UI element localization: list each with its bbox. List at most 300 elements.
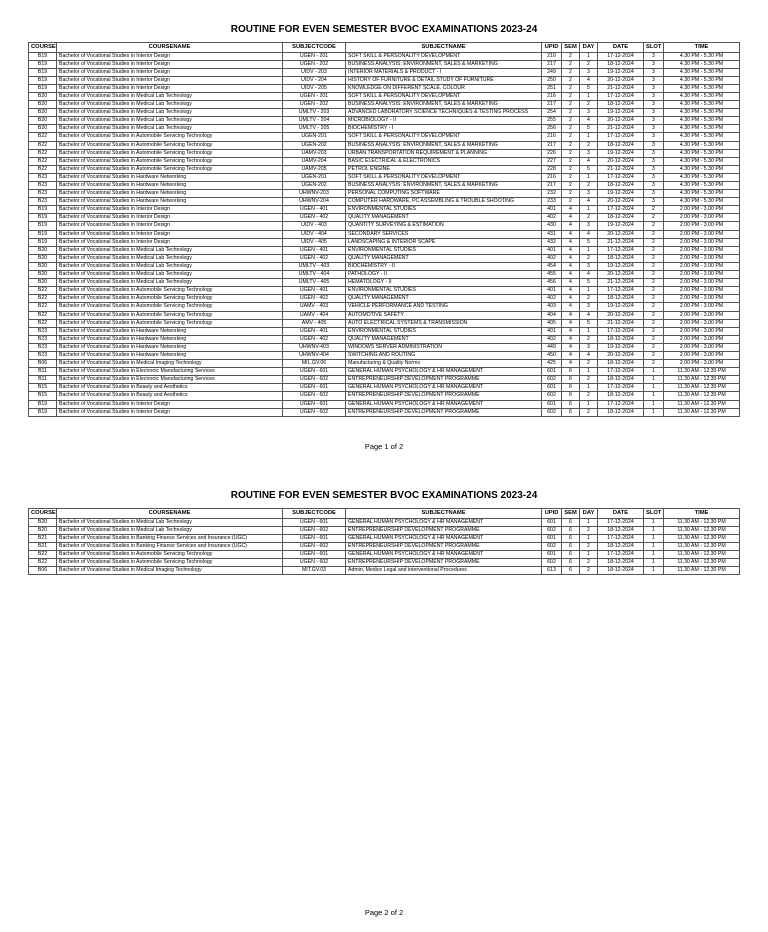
- cell-time: 4.30 PM - 5.30 PM: [664, 141, 740, 149]
- cell-date: 20-12-2024: [598, 157, 644, 165]
- cell-slot: 1: [644, 408, 664, 416]
- cell-coursename: Bachelor of Vocational Studies in Beauty and Aesthetics: [57, 392, 283, 400]
- cell-time: 2.00 PM - 3.00 PM: [664, 351, 740, 359]
- cell-upid: 251: [542, 84, 562, 92]
- cell-time: 2.00 PM - 3.00 PM: [664, 327, 740, 335]
- cell-subjectcode: UGEN - 202: [283, 60, 346, 68]
- cell-date: 18-12-2024: [598, 567, 644, 575]
- cell-date: 19-12-2024: [598, 109, 644, 117]
- page-2: [0, 466, 768, 932]
- cell-slot: 2: [644, 343, 664, 351]
- cell-sem: 4: [562, 343, 580, 351]
- cell-date: 19-12-2024: [598, 190, 644, 198]
- cell-subjectname: PERSONAL COMPUTING SOFTWARE: [346, 190, 542, 198]
- cell-subjectcode: UGEN - 602: [283, 558, 346, 566]
- routine-table: [28, 42, 740, 417]
- cell-sem: 6: [562, 408, 580, 416]
- column-header-time: TIME: [664, 509, 740, 519]
- cell-time: 2.00 PM - 3.00 PM: [664, 303, 740, 311]
- cell-upid: 456: [542, 279, 562, 287]
- column-header-sem: SEM: [562, 509, 580, 519]
- cell-subjectname: ADVANCED LABORATORY SCIENCE TECHNIQUES & TESTING PROCESS: [346, 109, 542, 117]
- cell-course: B20: [29, 246, 57, 254]
- cell-slot: 2: [644, 246, 664, 254]
- cell-slot: 2: [644, 303, 664, 311]
- cell-course: B23: [29, 343, 57, 351]
- cell-subjectname: PATHOLOGY - II: [346, 271, 542, 279]
- cell-slot: 1: [644, 384, 664, 392]
- cell-course: B22: [29, 157, 57, 165]
- cell-subjectcode: UMLTV - 403: [283, 262, 346, 270]
- table-row: [29, 214, 740, 222]
- cell-slot: 3: [644, 109, 664, 117]
- cell-subjectname: AUTOMOTIVE SAFETY: [346, 311, 542, 319]
- cell-upid: 402: [542, 254, 562, 262]
- cell-subjectname: ENTREPRENEURSHIP DEVELOPMENT PROGRAMME: [346, 526, 542, 534]
- cell-course: B19: [29, 52, 57, 60]
- cell-time: 11.30 AM - 12.30 PM: [664, 518, 740, 526]
- table-row: [29, 68, 740, 76]
- column-header-day: DAY: [580, 509, 598, 519]
- cell-day: 2: [580, 214, 598, 222]
- cell-date: 18-12-2024: [598, 542, 644, 550]
- cell-time: 2.00 PM - 3.00 PM: [664, 335, 740, 343]
- cell-coursename: Bachelor of Vocational Studies in Hardware Networking: [57, 351, 283, 359]
- cell-upid: 602: [542, 526, 562, 534]
- column-header-time: TIME: [664, 43, 740, 53]
- cell-subjectcode: UGEN-202: [283, 141, 346, 149]
- cell-slot: 2: [644, 262, 664, 270]
- cell-day: 1: [580, 550, 598, 558]
- cell-upid: 216: [542, 133, 562, 141]
- table-row: [29, 408, 740, 416]
- cell-subjectcode: UMLTV - 203: [283, 109, 346, 117]
- cell-upid: 255: [542, 117, 562, 125]
- cell-time: 4.30 PM - 5.30 PM: [664, 157, 740, 165]
- cell-date: 21-12-2024: [598, 84, 644, 92]
- column-header-upid: UPID: [542, 509, 562, 519]
- cell-coursename: Bachelor of Vocational Studies in Medical Lab Technology: [57, 109, 283, 117]
- cell-sem: 4: [562, 254, 580, 262]
- cell-sem: 4: [562, 303, 580, 311]
- cell-sem: 2: [562, 157, 580, 165]
- cell-subjectcode: UGEN - 402: [283, 335, 346, 343]
- cell-course: B19: [29, 206, 57, 214]
- cell-sem: 4: [562, 311, 580, 319]
- cell-upid: 602: [542, 542, 562, 550]
- cell-day: 4: [580, 157, 598, 165]
- cell-time: 2.00 PM - 3.00 PM: [664, 222, 740, 230]
- cell-day: 1: [580, 287, 598, 295]
- cell-day: 4: [580, 271, 598, 279]
- cell-time: 4.30 PM - 5.30 PM: [664, 101, 740, 109]
- cell-upid: 217: [542, 141, 562, 149]
- cell-subjectname: SWITCHING AND ROUTING: [346, 351, 542, 359]
- cell-subjectcode: MIL.GV.06: [283, 360, 346, 368]
- cell-coursename: Bachelor of Vocational Studies in Medical Lab Technology: [57, 125, 283, 133]
- cell-upid: 401: [542, 206, 562, 214]
- cell-day: 1: [580, 534, 598, 542]
- cell-time: 2.00 PM - 3.00 PM: [664, 230, 740, 238]
- cell-date: 18-12-2024: [598, 254, 644, 262]
- cell-course: B20: [29, 518, 57, 526]
- table-row: [29, 327, 740, 335]
- cell-sem: 4: [562, 271, 580, 279]
- cell-day: 2: [580, 408, 598, 416]
- cell-course: B06: [29, 567, 57, 575]
- cell-day: 2: [580, 295, 598, 303]
- cell-sem: 4: [562, 360, 580, 368]
- cell-day: 2: [580, 101, 598, 109]
- cell-date: 19-12-2024: [598, 303, 644, 311]
- cell-sem: 4: [562, 214, 580, 222]
- table-row: [29, 141, 740, 149]
- cell-sem: 4: [562, 287, 580, 295]
- cell-course: B21: [29, 534, 57, 542]
- cell-day: 2: [580, 376, 598, 384]
- cell-day: 1: [580, 327, 598, 335]
- table-row: [29, 101, 740, 109]
- cell-course: B21: [29, 542, 57, 550]
- cell-upid: 227: [542, 157, 562, 165]
- cell-date: 20-12-2024: [598, 198, 644, 206]
- cell-time: 11.30 AM - 12.30 PM: [664, 408, 740, 416]
- cell-date: 19-12-2024: [598, 343, 644, 351]
- cell-day: 5: [580, 84, 598, 92]
- cell-subjectcode: UIDV - 204: [283, 76, 346, 84]
- cell-slot: 2: [644, 295, 664, 303]
- cell-sem: 6: [562, 392, 580, 400]
- cell-coursename: Bachelor of Vocational Studies in Medical Lab Technology: [57, 518, 283, 526]
- cell-day: 3: [580, 262, 598, 270]
- cell-upid: 401: [542, 287, 562, 295]
- cell-time: 4.30 PM - 5.30 PM: [664, 173, 740, 181]
- cell-time: 2.00 PM - 3.00 PM: [664, 287, 740, 295]
- table-row: [29, 84, 740, 92]
- cell-subjectcode: UMLTV - 205: [283, 125, 346, 133]
- table-header-row: [29, 509, 740, 519]
- cell-date: 21-12-2024: [598, 125, 644, 133]
- cell-upid: 450: [542, 351, 562, 359]
- cell-slot: 3: [644, 173, 664, 181]
- cell-day: 2: [580, 141, 598, 149]
- cell-day: 2: [580, 335, 598, 343]
- cell-time: 4.30 PM - 5.30 PM: [664, 198, 740, 206]
- cell-day: 1: [580, 206, 598, 214]
- cell-course: B20: [29, 109, 57, 117]
- routine-table: [28, 508, 740, 575]
- cell-slot: 1: [644, 392, 664, 400]
- cell-time: 11.30 AM - 12.30 PM: [664, 558, 740, 566]
- cell-subjectname: ENVIRONMENTAL STUDIES: [346, 327, 542, 335]
- cell-upid: 601: [542, 368, 562, 376]
- cell-time: 11.30 AM - 12.30 PM: [664, 542, 740, 550]
- cell-sem: 2: [562, 76, 580, 84]
- cell-day: 1: [580, 368, 598, 376]
- cell-sem: 2: [562, 141, 580, 149]
- cell-course: B19: [29, 84, 57, 92]
- cell-sem: 6: [562, 567, 580, 575]
- cell-time: 4.30 PM - 5.30 PM: [664, 92, 740, 100]
- cell-subjectname: WINDOWS SERVER ADMINISTRATION: [346, 343, 542, 351]
- cell-course: B19: [29, 76, 57, 84]
- cell-subjectcode: UGEN - 602: [283, 526, 346, 534]
- cell-time: 2.00 PM - 3.00 PM: [664, 343, 740, 351]
- cell-slot: 1: [644, 558, 664, 566]
- cell-sem: 2: [562, 133, 580, 141]
- cell-day: 5: [580, 125, 598, 133]
- cell-date: 17-12-2024: [598, 518, 644, 526]
- cell-slot: 2: [644, 254, 664, 262]
- cell-slot: 3: [644, 198, 664, 206]
- cell-upid: 250: [542, 76, 562, 84]
- cell-course: B19: [29, 60, 57, 68]
- cell-date: 20-12-2024: [598, 311, 644, 319]
- cell-coursename: Bachelor of Vocational Studies in Medical Lab Technology: [57, 279, 283, 287]
- table-row: [29, 384, 740, 392]
- cell-date: 17-12-2024: [598, 384, 644, 392]
- cell-coursename: Bachelor of Vocational Studies in Automobile Servicing Technology: [57, 133, 283, 141]
- cell-day: 3: [580, 343, 598, 351]
- cell-coursename: Bachelor of Vocational Studies in Automobile Servicing Technology: [57, 287, 283, 295]
- cell-course: B23: [29, 198, 57, 206]
- cell-day: 1: [580, 384, 598, 392]
- cell-day: 2: [580, 526, 598, 534]
- cell-coursename: Bachelor of Vocational Studies in Banking Finance Services and Insurance (UGC): [57, 534, 283, 542]
- cell-subjectname: COMPUTER HARDWARE, PC ASSEMBLING & TROUBLE SHOOTING: [346, 198, 542, 206]
- table-row: [29, 52, 740, 60]
- cell-upid: 601: [542, 400, 562, 408]
- page-footer: Page 2 of 2: [364, 908, 404, 917]
- cell-coursename: Bachelor of Vocational Studies in Interior Design: [57, 52, 283, 60]
- table-row: [29, 400, 740, 408]
- cell-subjectcode: UGEN - 601: [283, 368, 346, 376]
- cell-subjectname: BUSINESS ANALYSIS: ENVIRONMENT, SALES & MARKETING: [346, 60, 542, 68]
- cell-date: 17-12-2024: [598, 400, 644, 408]
- cell-coursename: Bachelor of Vocational Studies in Hardware Networking: [57, 182, 283, 190]
- cell-date: 19-12-2024: [598, 149, 644, 157]
- column-header-coursename: COURSENAME: [57, 509, 283, 519]
- table-row: [29, 246, 740, 254]
- cell-subjectcode: UGEN - 401: [283, 327, 346, 335]
- cell-upid: 402: [542, 214, 562, 222]
- cell-course: B19: [29, 230, 57, 238]
- cell-upid: 455: [542, 271, 562, 279]
- table-row: [29, 351, 740, 359]
- cell-slot: 3: [644, 60, 664, 68]
- cell-subjectname: SOFT SKILL & PERSONALITY DEVELOPMENT: [346, 92, 542, 100]
- cell-slot: 2: [644, 206, 664, 214]
- cell-date: 21-12-2024: [598, 238, 644, 246]
- cell-course: B19: [29, 222, 57, 230]
- table-row: [29, 558, 740, 566]
- cell-time: 4.30 PM - 5.30 PM: [664, 60, 740, 68]
- cell-slot: 1: [644, 518, 664, 526]
- cell-date: 21-12-2024: [598, 319, 644, 327]
- cell-course: B22: [29, 550, 57, 558]
- cell-coursename: Bachelor of Vocational Studies in Automobile Servicing Technology: [57, 319, 283, 327]
- table-row: [29, 368, 740, 376]
- cell-day: 2: [580, 542, 598, 550]
- cell-date: 21-12-2024: [598, 279, 644, 287]
- cell-coursename: Bachelor of Vocational Studies in Interior Design: [57, 222, 283, 230]
- cell-time: 4.30 PM - 5.30 PM: [664, 190, 740, 198]
- cell-subjectcode: UGEN - 602: [283, 542, 346, 550]
- cell-sem: 6: [562, 526, 580, 534]
- cell-slot: 1: [644, 400, 664, 408]
- cell-date: 18-12-2024: [598, 182, 644, 190]
- cell-sem: 4: [562, 335, 580, 343]
- table-row: [29, 360, 740, 368]
- cell-sem: 4: [562, 351, 580, 359]
- table-row: [29, 125, 740, 133]
- cell-subjectcode: UGEN - 201: [283, 52, 346, 60]
- cell-subjectname: ENTREPRENEURSHIP DEVELOPMENT PROGRAMME: [346, 392, 542, 400]
- cell-subjectcode: UIDV - 404: [283, 230, 346, 238]
- table-row: [29, 335, 740, 343]
- cell-sem: 2: [562, 173, 580, 181]
- column-header-slot: SLOT: [644, 43, 664, 53]
- cell-subjectname: GENERAL HUMAN PSYCHOLOGY & HR MANAGEMENT: [346, 534, 542, 542]
- cell-slot: 2: [644, 238, 664, 246]
- cell-sem: 2: [562, 52, 580, 60]
- table-row: [29, 311, 740, 319]
- cell-date: 17-12-2024: [598, 534, 644, 542]
- cell-date: 18-12-2024: [598, 60, 644, 68]
- column-header-course: COURSE: [29, 43, 57, 53]
- cell-day: 1: [580, 92, 598, 100]
- column-header-date: DATE: [598, 509, 644, 519]
- cell-course: B19: [29, 400, 57, 408]
- cell-subjectname: QUANTITY SURVEYING & ESTIMATION: [346, 222, 542, 230]
- cell-sem: 6: [562, 550, 580, 558]
- page-title: ROUTINE FOR EVEN SEMESTER BVOC EXAMINATIONS 2023-24: [230, 24, 538, 35]
- cell-day: 3: [580, 149, 598, 157]
- cell-course: B19: [29, 68, 57, 76]
- cell-day: 2: [580, 360, 598, 368]
- cell-coursename: Bachelor of Vocational Studies in Interior Design: [57, 68, 283, 76]
- cell-time: 2.00 PM - 3.00 PM: [664, 279, 740, 287]
- cell-day: 2: [580, 254, 598, 262]
- cell-course: B22: [29, 141, 57, 149]
- cell-date: 19-12-2024: [598, 222, 644, 230]
- cell-time: 4.30 PM - 5.30 PM: [664, 182, 740, 190]
- cell-slot: 2: [644, 319, 664, 327]
- table-row: [29, 254, 740, 262]
- cell-slot: 3: [644, 68, 664, 76]
- cell-course: B20: [29, 279, 57, 287]
- cell-subjectcode: UAMV-205: [283, 165, 346, 173]
- column-header-slot: SLOT: [644, 509, 664, 519]
- cell-course: B23: [29, 351, 57, 359]
- cell-subjectcode: UHWNV-203: [283, 190, 346, 198]
- cell-coursename: Bachelor of Vocational Studies in Automobile Servicing Technology: [57, 295, 283, 303]
- cell-date: 18-12-2024: [598, 295, 644, 303]
- cell-subjectname: ENTREPRENEURSHIP DEVELOPMENT PROGRAMME: [346, 376, 542, 384]
- cell-sem: 4: [562, 222, 580, 230]
- cell-subjectname: SOFT SKILL & PERSONALITY DEVELOPMENT: [346, 173, 542, 181]
- cell-course: B06: [29, 360, 57, 368]
- table-row: [29, 165, 740, 173]
- cell-course: B23: [29, 173, 57, 181]
- cell-subjectcode: UAMV - 404: [283, 311, 346, 319]
- cell-upid: 449: [542, 343, 562, 351]
- cell-upid: 430: [542, 222, 562, 230]
- cell-subjectname: AUTO ELECTRICAL SYSTEMS & TRANSMISSION: [346, 319, 542, 327]
- cell-sem: 4: [562, 238, 580, 246]
- cell-subjectname: ENVIRONMENTAL STUDIES: [346, 246, 542, 254]
- cell-date: 20-12-2024: [598, 76, 644, 84]
- cell-upid: 401: [542, 246, 562, 254]
- cell-day: 1: [580, 52, 598, 60]
- cell-sem: 6: [562, 400, 580, 408]
- cell-coursename: Bachelor of Vocational Studies in Banking Finance Services and Insurance (UGC): [57, 542, 283, 550]
- table-row: [29, 376, 740, 384]
- cell-day: 1: [580, 133, 598, 141]
- table-row: [29, 534, 740, 542]
- cell-day: 2: [580, 567, 598, 575]
- cell-subjectname: BIOCHEMISTRY - II: [346, 262, 542, 270]
- cell-sem: 4: [562, 246, 580, 254]
- cell-coursename: Bachelor of Vocational Studies in Interior Design: [57, 238, 283, 246]
- cell-upid: 404: [542, 311, 562, 319]
- cell-sem: 2: [562, 190, 580, 198]
- table-row: [29, 206, 740, 214]
- cell-time: 4.30 PM - 5.30 PM: [664, 149, 740, 157]
- cell-subjectname: ENVIRONMENTAL STUDIES: [346, 287, 542, 295]
- cell-slot: 1: [644, 376, 664, 384]
- cell-time: 4.30 PM - 5.30 PM: [664, 84, 740, 92]
- cell-course: B22: [29, 311, 57, 319]
- cell-upid: 217: [542, 60, 562, 68]
- table-row: [29, 343, 740, 351]
- cell-course: B20: [29, 254, 57, 262]
- cell-subjectcode: UGEN - 602: [283, 376, 346, 384]
- cell-sem: 4: [562, 319, 580, 327]
- column-header-upid: UPID: [542, 43, 562, 53]
- cell-time: 2.00 PM - 3.00 PM: [664, 214, 740, 222]
- cell-course: B20: [29, 262, 57, 270]
- cell-upid: 431: [542, 230, 562, 238]
- cell-time: 11.30 AM - 12.30 PM: [664, 534, 740, 542]
- cell-date: 19-12-2024: [598, 262, 644, 270]
- cell-day: 3: [580, 68, 598, 76]
- cell-subjectcode: UGEN - 402: [283, 254, 346, 262]
- cell-coursename: Bachelor of Vocational Studies in Interior Design: [57, 214, 283, 222]
- cell-course: B22: [29, 133, 57, 141]
- table-row: [29, 117, 740, 125]
- cell-course: B22: [29, 558, 57, 566]
- cell-sem: 2: [562, 165, 580, 173]
- cell-time: 2.00 PM - 3.00 PM: [664, 246, 740, 254]
- table-row: [29, 550, 740, 558]
- cell-slot: 3: [644, 84, 664, 92]
- cell-date: 20-12-2024: [598, 117, 644, 125]
- cell-coursename: Bachelor of Vocational Studies in Medical Lab Technology: [57, 117, 283, 125]
- cell-slot: 2: [644, 360, 664, 368]
- cell-sem: 2: [562, 68, 580, 76]
- column-header-subjectname: SUBJECTNAME: [346, 43, 542, 53]
- cell-subjectname: GENERAL HUMAN PSYCHOLOGY & HR MANAGEMENT: [346, 518, 542, 526]
- cell-subjectname: BIOCHEMISTRY - I: [346, 125, 542, 133]
- cell-subjectcode: UHWNV-204: [283, 198, 346, 206]
- cell-upid: 256: [542, 125, 562, 133]
- cell-time: 11.30 AM - 12.30 PM: [664, 368, 740, 376]
- cell-course: B20: [29, 526, 57, 534]
- cell-subjectcode: UGEN - 401: [283, 246, 346, 254]
- cell-time: 11.30 AM - 12.30 PM: [664, 567, 740, 575]
- cell-coursename: Bachelor of Vocational Studies in Hardware Networking: [57, 190, 283, 198]
